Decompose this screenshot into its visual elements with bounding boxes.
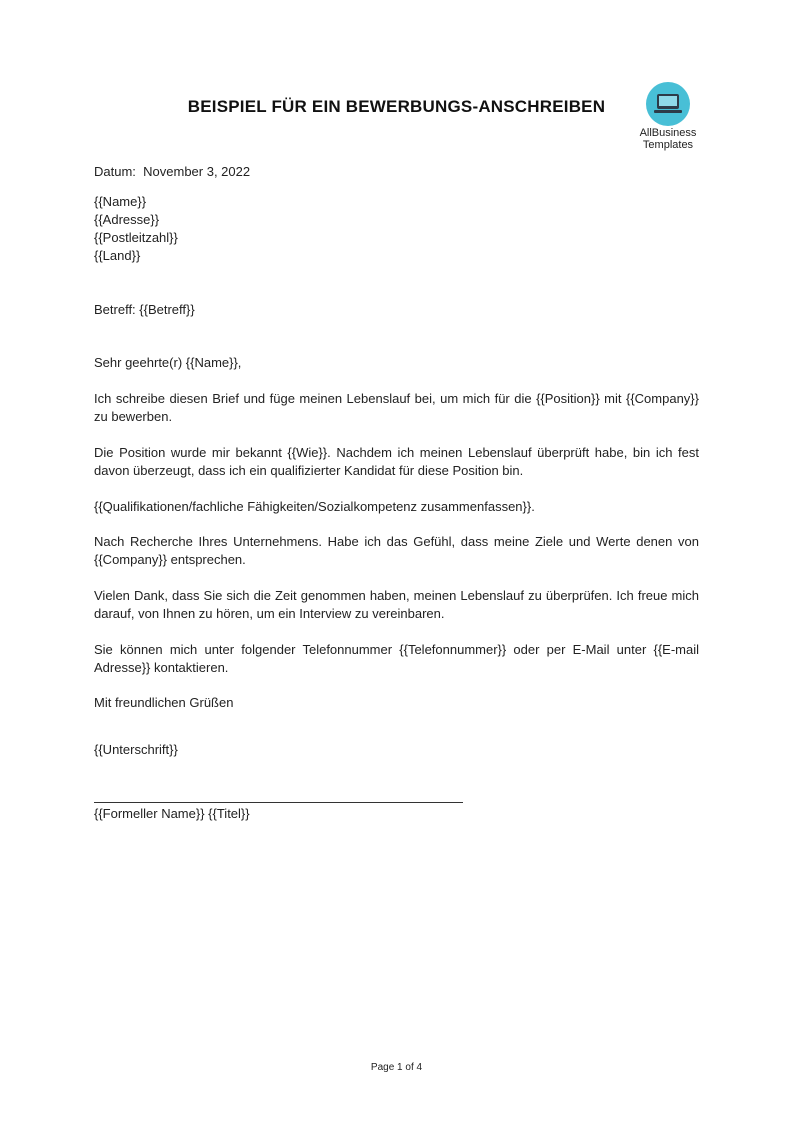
- signature-line: [94, 802, 463, 803]
- date-label: Datum:: [94, 164, 136, 179]
- paragraph-6: Sie können mich unter folgender Telefonnummer {{Telefonnummer}} oder per E-Mail unter {{E-mail Adresse}} kontaktieren.: [94, 642, 699, 675]
- allbusiness-logo: [632, 82, 704, 151]
- address-postal-code: {{Postleitzahl}}: [94, 230, 178, 245]
- paragraph-5: Vielen Dank, dass Sie sich die Zeit genommen haben, meinen Lebenslauf zu überprüfen. Ich freue mich darauf, von Ihnen zu hören, um ein Interview zu vereinbaren.: [94, 588, 699, 621]
- date-line: [94, 163, 699, 181]
- subject-line: Betreff: {{Betreff}}: [94, 302, 195, 317]
- paragraph-1: Ich schreibe diesen Brief und füge meinen Lebenslauf bei, um mich für die {{Position}} mit {{Company}} zu bewerben.: [94, 391, 699, 424]
- closing: Mit freundlichen Grüßen: [94, 695, 234, 710]
- address-country: {{Land}}: [94, 248, 141, 263]
- logo-line-1: AllBusiness: [639, 127, 697, 139]
- date-value: November 3, 2022: [143, 164, 251, 179]
- paragraph-3: {{Qualifikationen/fachliche Fähigkeiten/Sozialkompetenz zusammenfassen}}.: [94, 499, 535, 514]
- logo-line-2: Templates: [642, 139, 694, 151]
- logo-text: [632, 127, 704, 151]
- page-number: Page 1 of 4: [370, 1062, 423, 1073]
- document-title: BEISPIEL FÜR EIN BEWERBUNGS-ANSCHREIBEN: [187, 97, 606, 116]
- signature-placeholder: {{Unterschrift}}: [94, 742, 178, 757]
- paragraph-2: Die Position wurde mir bekannt {{Wie}}. Nachdem ich meinen Lebenslauf überprüft habe, bin ich fest davon überzeugt, dass ich ein qualifizierter Kandidat für diese Position bin.: [94, 445, 699, 478]
- address-street: {{Adresse}}: [94, 212, 160, 227]
- address-block: [94, 193, 699, 265]
- paragraph-4: Nach Recherche Ihres Unternehmens. Habe ich das Gefühl, dass meine Ziele und Werte denen von {{Company}} entsprechen.: [94, 534, 699, 567]
- address-name: {{Name}}: [94, 194, 147, 209]
- salutation: Sehr geehrte(r) {{Name}},: [94, 355, 242, 370]
- laptop-icon: [646, 82, 690, 126]
- formal-name: {{Formeller Name}} {{Titel}}: [94, 806, 250, 821]
